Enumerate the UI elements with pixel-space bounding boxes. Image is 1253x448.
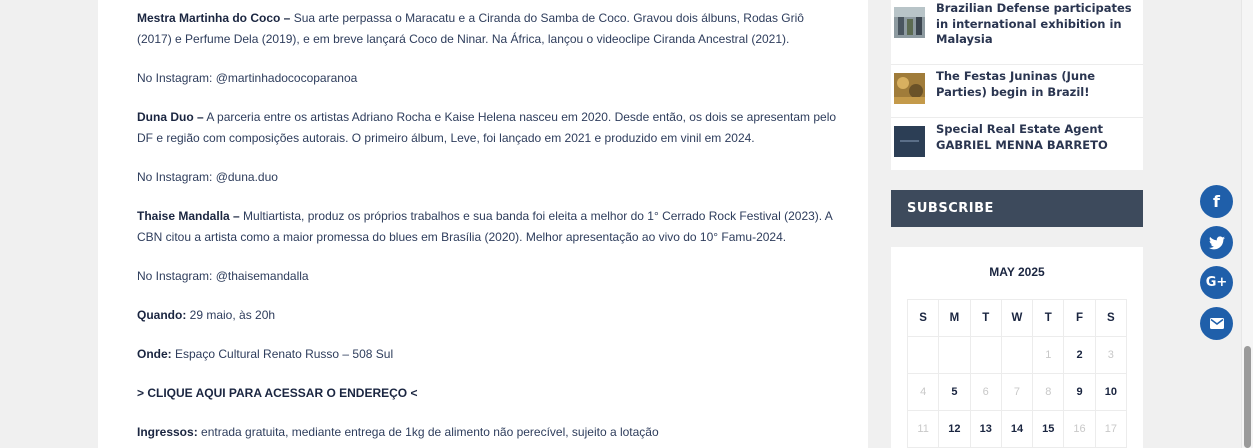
facebook-icon: f [1213, 192, 1220, 211]
page-scrollbar[interactable] [1241, 0, 1253, 448]
divider [891, 64, 1143, 65]
calendar-week-row [908, 337, 1127, 374]
where-value: Espaço Cultural Renato Russo – 508 Sul [171, 347, 394, 361]
calendar-weekday: F [1064, 300, 1095, 337]
artist-description: Multiartista, produz os próprios trabalhos e sua banda foi eleita a melhor do 1° Cerrado Rock Festival (2023). A CBN citou a artista como a maior promessa do blues em Brasília (2020). Melhor apresentação ao vivo do 10° Famu-2024. [137, 209, 833, 244]
calendar-day-link[interactable]: 13 [970, 411, 1001, 448]
calendar-day: 7 [1001, 374, 1032, 411]
calendar-week-row [908, 374, 1127, 411]
calendar-week-row [908, 411, 1127, 448]
post-thumbnail[interactable] [894, 73, 925, 104]
instagram-line: No Instagram: @martinhadococoparanoa [137, 71, 358, 85]
tickets-label: Ingressos: [137, 425, 198, 439]
calendar-empty-cell [908, 337, 939, 374]
thumbnail-image [894, 7, 925, 38]
post-thumbnail[interactable] [894, 7, 925, 38]
post-thumbnail[interactable] [894, 126, 925, 157]
instagram-line: No Instagram: @duna.duo [137, 170, 278, 184]
address-link[interactable]: > CLIQUE AQUI PARA ACESSAR O ENDEREÇO < [137, 386, 418, 400]
calendar-weekday: M [939, 300, 970, 337]
divider [891, 117, 1143, 118]
when-label: Quando: [137, 308, 187, 322]
calendar-day: 3 [1095, 337, 1126, 374]
calendar-table [907, 299, 1127, 448]
calendar-day: 17 [1095, 411, 1126, 448]
calendar-day: 6 [970, 374, 1001, 411]
tickets-line [137, 422, 837, 443]
calendar-day-link[interactable]: 12 [939, 411, 970, 448]
artist-paragraph [137, 107, 837, 149]
calendar-weekday: T [970, 300, 1001, 337]
calendar-day: 8 [1033, 374, 1064, 411]
googleplus-icon: G+ [1205, 275, 1228, 290]
address-link-line [137, 383, 837, 404]
recent-posts-widget [891, 0, 1143, 170]
calendar-day-link[interactable]: 9 [1064, 374, 1095, 411]
thumbnail-image [894, 126, 925, 157]
calendar-caption: MAY 2025 [989, 265, 1045, 279]
artist-name: Mestra Martinha do Coco – [137, 11, 291, 25]
where-line [137, 344, 837, 365]
calendar-empty-cell [970, 337, 1001, 374]
twitter-share-button[interactable] [1200, 226, 1233, 259]
calendar-widget [891, 247, 1143, 448]
instagram-line: No Instagram: @thaisemandalla [137, 269, 309, 283]
artist-name: Duna Duo – [137, 110, 204, 124]
article-body [137, 8, 837, 448]
calendar-day-link[interactable]: 15 [1033, 411, 1064, 448]
facebook-share-button[interactable] [1200, 185, 1233, 218]
tickets-value: entrada gratuita, mediante entrega de 1kg de alimento não perecível, sujeito a lotação [197, 425, 659, 439]
calendar-weekday: S [1095, 300, 1126, 337]
calendar-weekday: W [1001, 300, 1032, 337]
post-title-link[interactable]: Brazilian Defense participates in international exhibition in Malaysia [936, 1, 1132, 46]
calendar-weekday: S [908, 300, 939, 337]
when-value: 29 maio, às 20h [186, 308, 276, 322]
calendar-day: 16 [1064, 411, 1095, 448]
calendar-day-link[interactable]: 10 [1095, 374, 1126, 411]
calendar-day-link[interactable]: 14 [1001, 411, 1032, 448]
post-title-link[interactable]: The Festas Juninas (June Parties) begin in Brazil! [936, 69, 1096, 99]
thumbnail-image [894, 73, 925, 104]
calendar-empty-cell [939, 337, 970, 374]
artist-description: Sua arte perpassa o Maracatu e a Ciranda do Samba de Coco. Gravou dois álbuns, Rodas Griô (2017) e Perfume Dela (2019), e em breve lançará Coco de Ninar. Na África, lançou o videoclipe Ciranda Ancestral (2021). [137, 11, 804, 46]
post-title-link[interactable]: Special Real Estate Agent GABRIEL MENNA BARRETO [936, 122, 1108, 152]
calendar-day-link[interactable]: 2 [1064, 337, 1095, 374]
subscribe-heading: SUBSCRIBE [891, 190, 1143, 227]
when-line [137, 305, 837, 326]
article-content [98, 0, 868, 448]
artist-name: Thaise Mandalla – [137, 209, 240, 223]
googleplus-share-button[interactable] [1200, 266, 1233, 299]
artist-paragraph [137, 206, 837, 248]
where-label: Onde: [137, 347, 172, 361]
email-share-button[interactable] [1200, 307, 1233, 340]
scrollbar-thumb[interactable] [1244, 346, 1251, 448]
calendar-day-link[interactable]: 5 [939, 374, 970, 411]
calendar-day: 11 [908, 411, 939, 448]
artist-description: A parceria entre os artistas Adriano Rocha e Kaise Helena nasceu em 2020. Desde então, os dois se apresentam pelo DF e região com composições autorais. O primeiro álbum, Leve, foi lançado em 2021 e produzido em vinil em 2024. [137, 110, 837, 145]
calendar-day: 1 [1033, 337, 1064, 374]
calendar-empty-cell [1001, 337, 1032, 374]
calendar-weekday: T [1033, 300, 1064, 337]
twitter-icon [1209, 236, 1225, 250]
calendar-day: 4 [908, 374, 939, 411]
envelope-icon [1210, 318, 1224, 329]
artist-paragraph [137, 8, 837, 50]
